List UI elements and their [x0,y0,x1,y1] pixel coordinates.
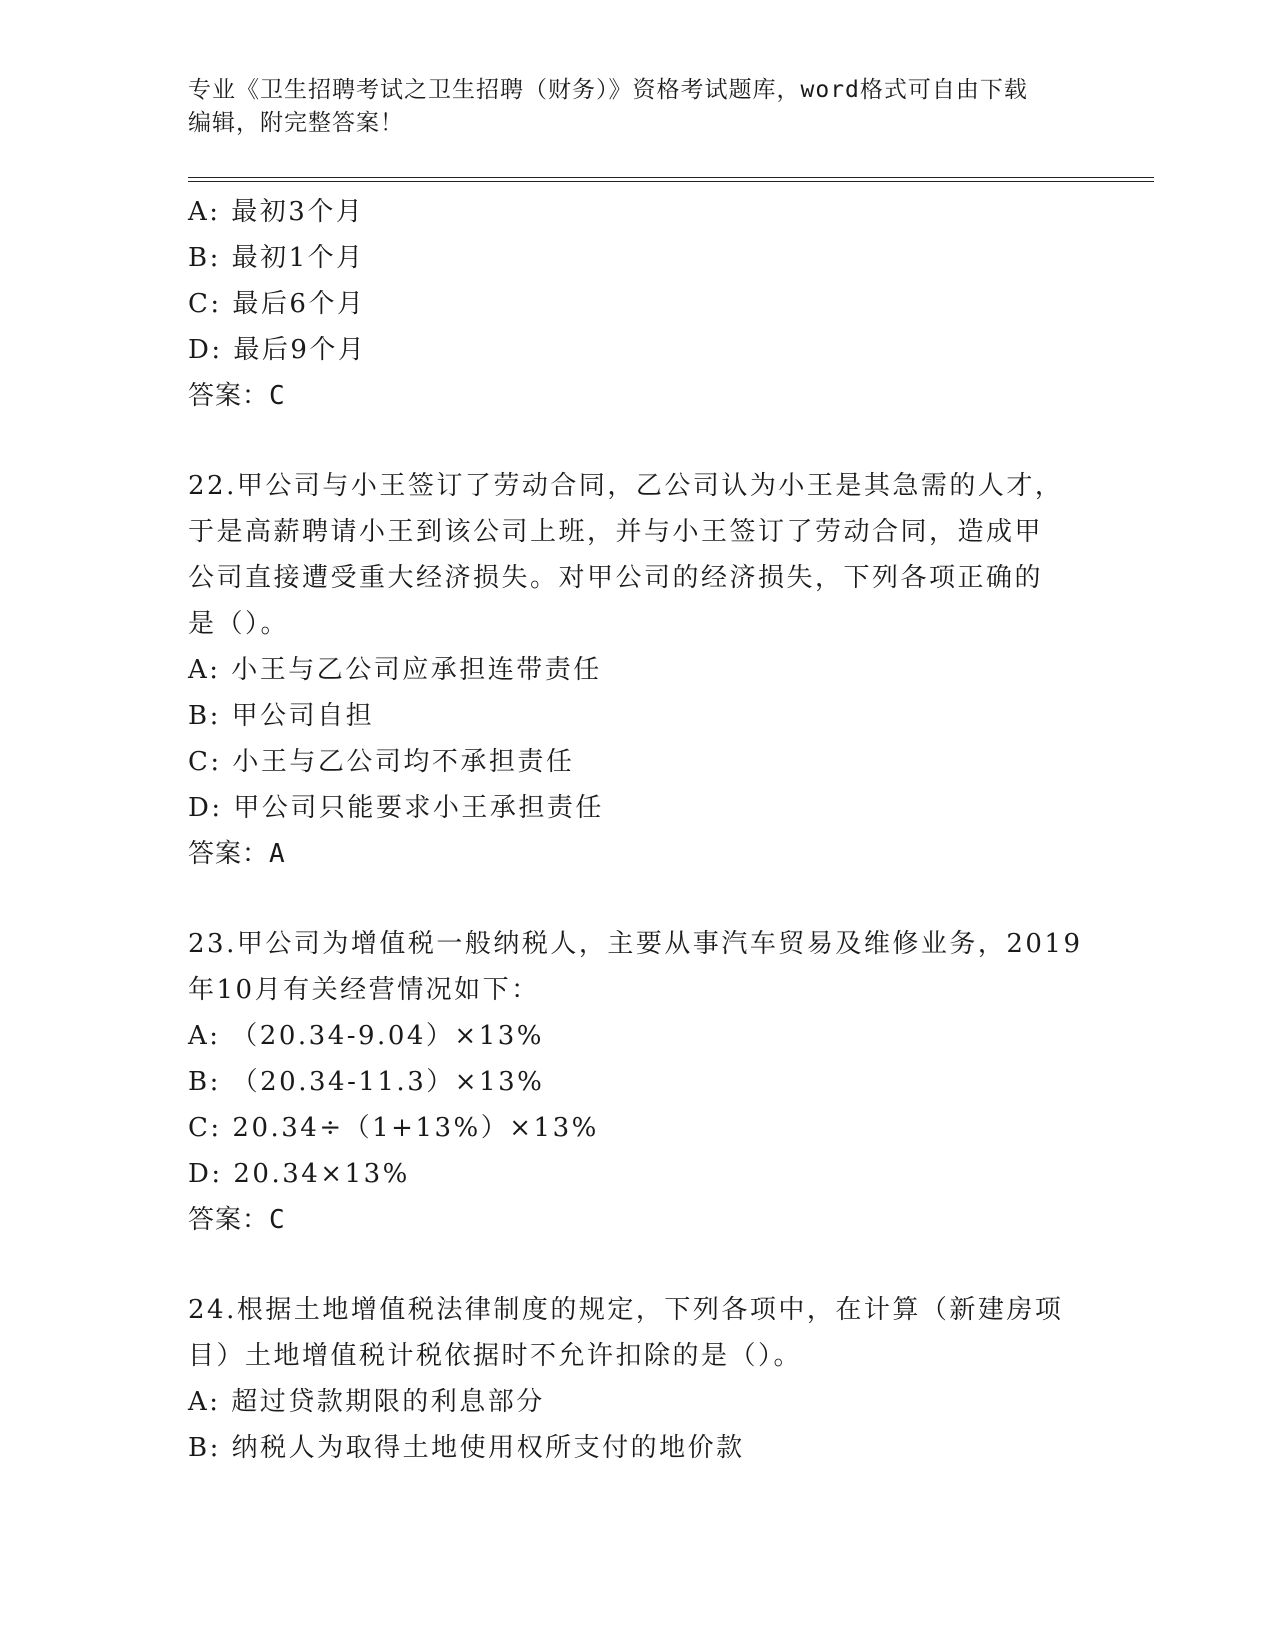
document-header [188,74,1088,140]
header-line-2: 编辑，附完整答案！ [188,110,404,136]
question-stem-line: 23.甲公司为增值税一般纳税人，主要从事汽车贸易及维修业务，2019 [188,929,1083,959]
option-c: C: 最后6个月 [188,289,366,319]
option-c: C: 20.34÷（1+13%）×13% [188,1113,599,1143]
header-divider-bottom [188,181,1154,182]
option-a: A: 超过贷款期限的利息部分 [188,1387,545,1417]
answer: 答案：C [188,1205,286,1235]
question-stem-line: 24.根据土地增值税法律制度的规定，下列各项中，在计算（新建房项 [188,1295,1064,1325]
answer: 答案：C [188,381,286,411]
question-spacer [188,877,1088,921]
header-divider-top [188,177,1154,178]
question-stem-line: 是（）。 [188,609,290,639]
question-list [188,189,1088,1471]
option-a: A: （20.34-9.04）×13% [188,1021,544,1051]
question-23 [188,921,1088,1243]
option-d: D: 甲公司只能要求小王承担责任 [188,793,604,823]
question-stem-line: 年10月有关经营情况如下： [188,975,540,1005]
option-d: D: 20.34×13% [188,1159,410,1189]
question-spacer [188,419,1088,463]
option-b: B: （20.34-11.3）×13% [188,1067,545,1097]
option-a: A: 最初3个月 [188,197,365,227]
question-stem-line: 于是高薪聘请小王到该公司上班，并与小王签订了劳动合同，造成甲 [188,517,1044,547]
answer: 答案：A [188,839,286,869]
option-a: A: 小王与乙公司应承担连带责任 [188,655,602,685]
question-24 [188,1287,1088,1471]
header-line-1: 专业《卫生招聘考试之卫生招聘（财务）》资格考试题库，word格式可自由下载 [188,77,1028,103]
option-d: D: 最后9个月 [188,335,367,365]
question-spacer [188,1243,1088,1287]
question-22 [188,463,1088,877]
question-stem-line: 目）土地增值税计税依据时不允许扣除的是（）。 [188,1341,803,1371]
option-c: C: 小王与乙公司均不承担责任 [188,747,575,777]
question-stem-line: 22.甲公司与小王签订了劳动合同，乙公司认为小王是其急需的人才， [188,471,1064,501]
option-b: B: 最初1个月 [188,243,365,273]
question-21 [188,189,1088,419]
option-b: B: 甲公司自担 [188,701,375,731]
question-stem-line: 公司直接遭受重大经济损失。对甲公司的经济损失，下列各项正确的 [188,563,1044,593]
option-b: B: 纳税人为取得土地使用权所支付的地价款 [188,1433,745,1463]
